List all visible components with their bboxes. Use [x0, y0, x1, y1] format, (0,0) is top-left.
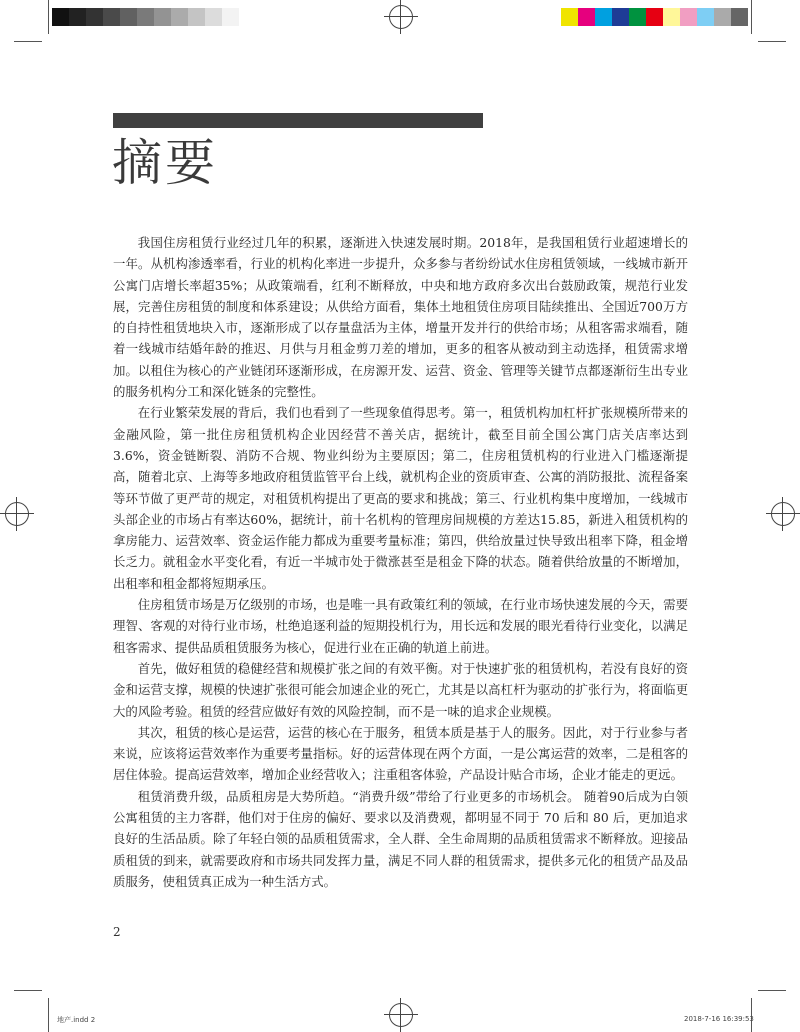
page-number: 2: [113, 925, 121, 939]
color-swatch: [561, 8, 578, 26]
color-swatch: [103, 8, 120, 26]
paragraph: 其次，租赁的核心是运营，运营的核心在于服务，租赁本质是基于人的服务。因此，对于行业参与者来说，应该将运营效率作为重要考量指标。好的运营体现在两个方面，一是公寓运营的效率，二是租客的居住体验。提高运营效率，增加企业经营收入；注重租客体验，产品设计贴合市场，企业才能走的更远。: [113, 724, 688, 783]
color-swatch: [205, 8, 222, 26]
registration-mark-icon: [0, 497, 34, 531]
color-swatch: [52, 8, 69, 26]
body-text: [113, 232, 688, 892]
color-swatch: [663, 8, 680, 26]
color-swatch: [171, 8, 188, 26]
registration-mark-icon: [766, 497, 800, 531]
color-swatch: [120, 8, 137, 26]
paragraph: 住房租赁市场是万亿级别的市场，也是唯一具有政策红利的领域，在行业市场快速发展的今天，需要理智、客观的对待行业市场，杜绝追逐利益的短期投机行为，用长远和发展的眼光看待行业变化，以满足租客需求、提供品质租赁服务为核心，促进行业在正确的轨道上前进。: [113, 597, 688, 655]
color-swatch: [714, 8, 731, 26]
crop-mark: [48, 998, 49, 1032]
crop-mark: [14, 41, 42, 42]
crop-mark: [48, 0, 49, 34]
crop-mark: [758, 41, 786, 42]
color-swatch: [578, 8, 595, 26]
crop-mark: [14, 990, 42, 991]
color-swatch: [731, 8, 748, 26]
color-swatch: [69, 8, 86, 26]
color-swatch: [612, 8, 629, 26]
color-swatch: [154, 8, 171, 26]
slug-timestamp: 2018-7-16 16:39:53: [684, 1015, 754, 1023]
color-swatch: [188, 8, 205, 26]
crop-mark: [751, 0, 752, 34]
registration-mark-icon: [384, 998, 418, 1032]
page-title: 摘要: [112, 134, 218, 192]
paragraph: 首先，做好租赁的稳健经营和规模扩张之间的有效平衡。对于快速扩张的租赁机构，若没有良好的资金和运营支撑，规模的快速扩张很可能会加速企业的死亡，尤其是以高杠杆为驱动的扩张行为，将面临更大的风险考验。租赁的经营应做好有效的风险控制，而不是一味的追求企业规模。: [113, 660, 688, 719]
color-swatch: [86, 8, 103, 26]
grayscale-color-bar: [52, 8, 239, 26]
color-swatch: [595, 8, 612, 26]
registration-mark-icon: [384, 0, 418, 34]
title-bar-decoration: [113, 113, 483, 128]
paragraph: 我国住房租赁行业经过几年的积累，逐渐进入快速发展时期。2018年，是我国租赁行业超速增长的一年。从机构渗透率看，行业的机构化率进一步提升，众多参与者纷纷试水住房租赁领域，一线城市新开公寓门店增长率超35%；从政策端看，红利不断释放，中央和地方政府多次出台鼓励政策，规范行业发展，完善住房租赁的制度和体系建设；从供给方面看，集体土地租赁住房项目陆续推出、全国近700万方的自持性租赁地块入市，逐渐形成了以存量盘活为主体，增量开发并行的供给市场；从租客需求端看，随着一线城市结婚年龄的推迟、月供与月租金剪刀差的增加，更多的租客从被动到主动选择，租赁需求增加。以租住为核心的产业链闭环逐渐形成，在房源开发、运营、资金、管理等关键节点都逐渐衍生出专业的服务机构分工和深化链条的完整性。: [113, 235, 688, 400]
color-swatch: [629, 8, 646, 26]
process-color-bar: [561, 8, 748, 26]
color-swatch: [697, 8, 714, 26]
slug-filename: 地产.indd 2: [57, 1016, 96, 1024]
color-swatch: [680, 8, 697, 26]
paragraph: 租赁消费升级，品质租房是大势所趋。“消费升级”带给了行业更多的市场机会。 随着90后成为白领公寓租赁的主力客群，他们对于住房的偏好、要求以及消费观，都明显不同于 70 后和 80 后，更加追求良好的生活品质。除了年轻白领的品质租赁需求，全人群、全生命周期的品质租赁需求不断释放。迎接品质租赁的到来，就需要政府和市场共同发挥力量，满足不同人群的租赁需求，提供多元化的租赁产品及品质服务，使租赁真正成为一种生活方式。: [113, 788, 688, 889]
color-swatch: [137, 8, 154, 26]
color-swatch: [222, 8, 239, 26]
color-swatch: [646, 8, 663, 26]
paragraph: 在行业繁荣发展的背后，我们也看到了一些现象值得思考。第一，租赁机构加杠杆扩张规模所带来的金融风险，第一批住房租赁机构企业因经营不善关店，据统计，截至目前全国公寓门店关店率达到3.6%，资金链断裂、消防不合规、物业纠纷为主要原因；第二，住房租赁机构的行业进入门槛逐渐提高，随着北京、上海等多地政府租赁监管平台上线，就机构企业的资质审查、公寓的消防报批、流程备案等环节做了更严苛的规定，对租赁机构提出了更高的要求和挑战；第三、行业机构集中度增加，一线城市头部企业的市场占有率达60%，据统计，前十名机构的管理房间规模的方差达15.85，新进入租赁机构的拿房能力、运营效率、资金运作能力都成为重要考量标准；第四，供给放量过快导致出租率下降，租金增长乏力。就租金水平变化看，有近一半城市处于微涨甚至是租金下降的状态。随着供给放量的不断增加，出租率和租金都将短期承压。: [113, 405, 688, 591]
crop-mark: [758, 990, 786, 991]
